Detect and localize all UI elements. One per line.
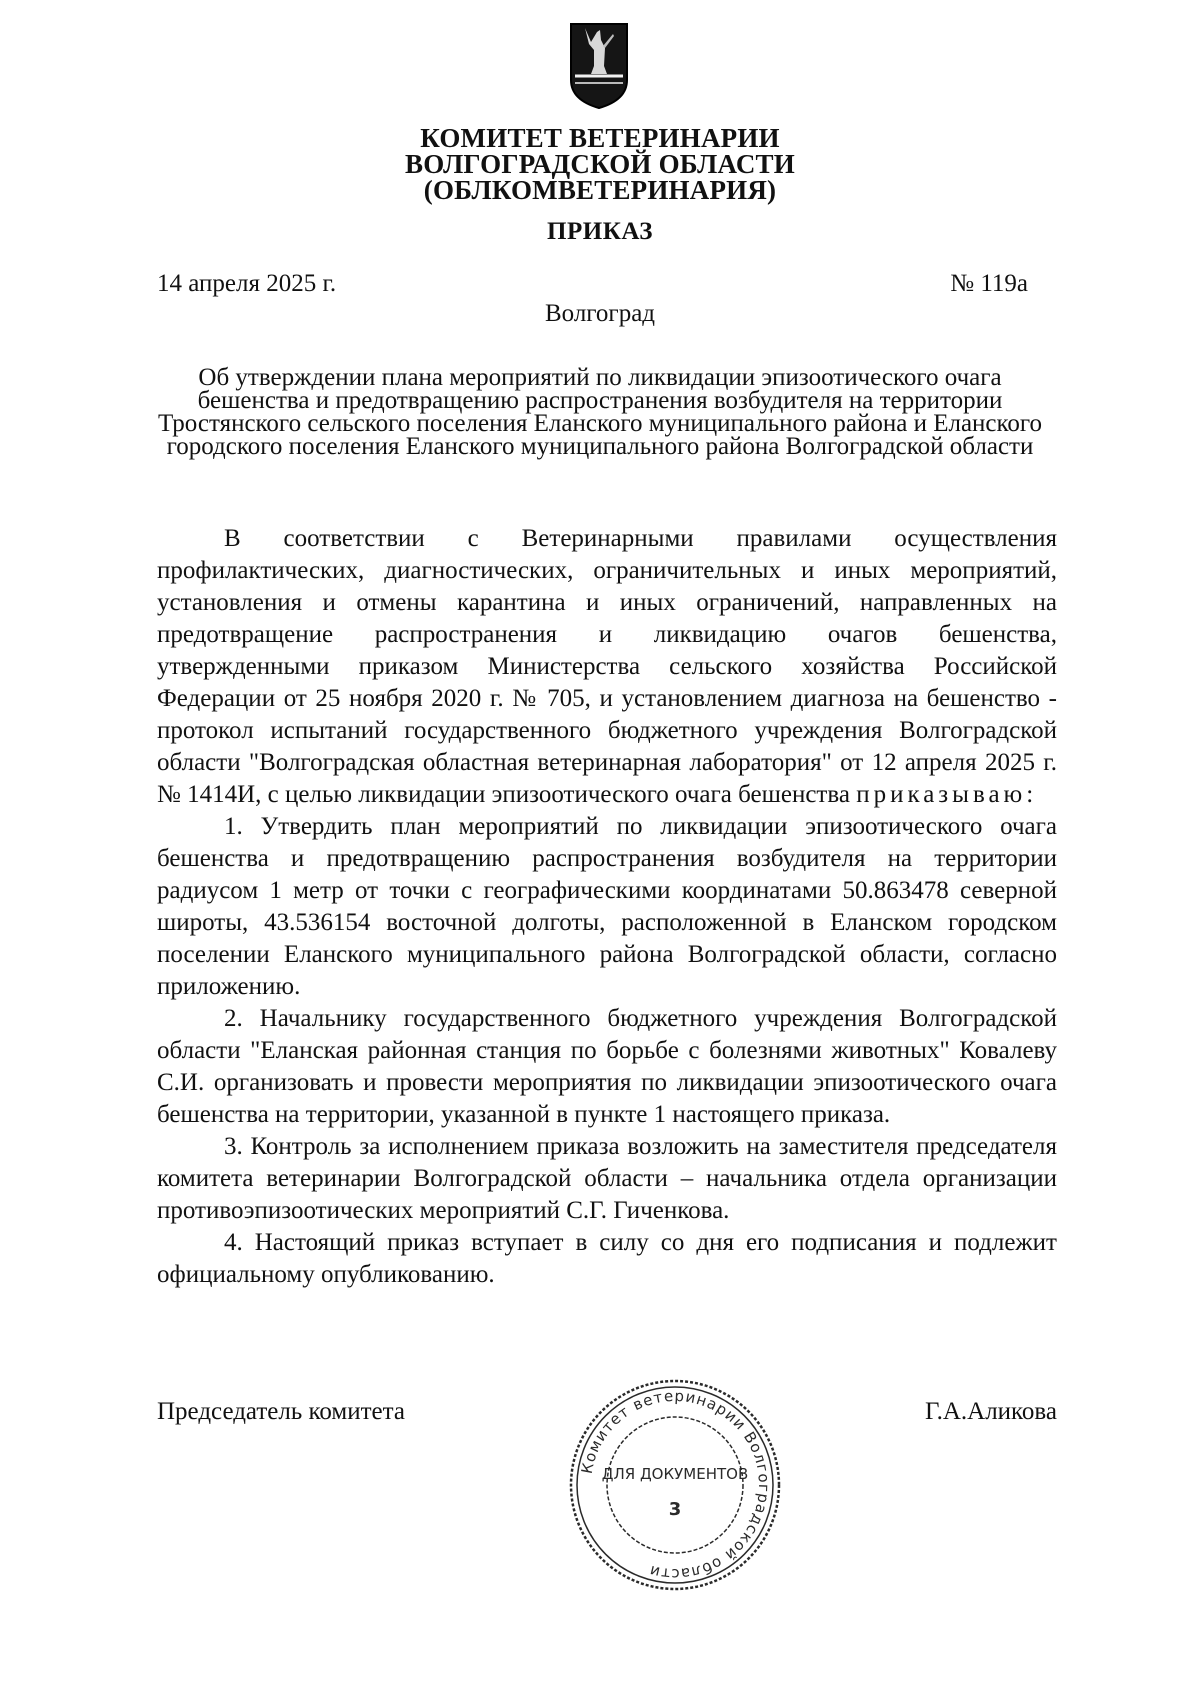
document-subject: Об утверждении плана мероприятий по ликвидации эпизоотического очага бешенства и предотвращению распространения возбудителя на территории Тростянского сельского поселения Еланского муниципального района и Еланского городского поселения Еланского муниципального района Волгоградской области xyxy=(157,364,1043,460)
order-item-2: 2. Начальнику государственного бюджетного учреждения Волгоградской области "Еланская районная станция по борьбе с болезнями животных" Ковалеву С.И. организовать и провести мероприятия по ликвидации эпизоотического очага бешенства на территории, указанной в пункте 1 настоящего приказа. xyxy=(157,1005,1057,1128)
preamble-text: В соответствии с Ветеринарными правилами осуществления профилактических, диагностических, ограничительных и иных мероприятий, установления и отмены карантина и иных ограничений, направленных на предотвращение распространения и ликвидацию очагов бешенства, утвержденными приказом Министерства сельского хозяйства Российской Федерации от 25 ноября 2020 г. № 705, и установлением диагноза на бешенство - протокол испытаний государственного бюджетного учреждения Волгоградской области "Волгоградская областная ветеринарная лаборатория" от 12 апреля 2025 г. № 1414И, с целью ликвидации эпизоотического очага бешенства xyxy=(157,525,1057,808)
stamp-number: 3 xyxy=(668,1499,682,1520)
order-item-4: 4. Настоящий приказ вступает в силу со дня его подписания и подлежит официальному опубликованию. xyxy=(157,1229,1057,1288)
order-word: приказываю: xyxy=(856,781,1038,808)
organization-name-line-2: ВОЛГОГРАДСКОЙ ОБЛАСТИ xyxy=(405,149,795,179)
document-number: № 119а xyxy=(950,270,1028,297)
document-date: 14 апреля 2025 г. xyxy=(157,270,337,297)
order-item-3: 3. Контроль за исполнением приказа возложить на заместителя председателя комитета ветеринарии Волгоградской области – начальника отдела организации противоэпизоотических мероприятий С.Г. Гиченкова. xyxy=(157,1133,1057,1224)
signatory-title: Председатель комитета xyxy=(157,1398,405,1425)
document-body xyxy=(157,523,1057,1291)
official-stamp xyxy=(565,1375,785,1595)
document-city: Волгоград xyxy=(544,300,656,327)
organization-abbreviation: (ОБЛКОМВЕТЕРИНАРИЯ) xyxy=(423,175,777,205)
preamble-paragraph xyxy=(157,523,1057,811)
organization-name-line-1: КОМИТЕТ ВЕТЕРИНАРИИ xyxy=(420,123,780,153)
order-item-1: 1. Утвердить план мероприятий по ликвидации эпизоотического очага бешенства и предотвращению распространения возбудителя на территории радиусом 1 метр от точки с географическими координатами 50.863478 северной широты, 43.536154 восточной долготы, расположенной в Еланском городском поселении Еланского муниципального района Волгоградской области, согласно приложению. xyxy=(157,813,1057,1000)
volgograd-coat-of-arms-icon xyxy=(567,18,631,110)
document-type-title: ПРИКАЗ xyxy=(547,218,653,245)
stamp-outer-text: Комитет ветеринарии Волгоградской области xyxy=(577,1386,774,1584)
stamp-inner-text: ДЛЯ ДОКУМЕНТОВ xyxy=(601,1465,749,1483)
signatory-name: Г.А.Аликова xyxy=(924,1398,1057,1425)
